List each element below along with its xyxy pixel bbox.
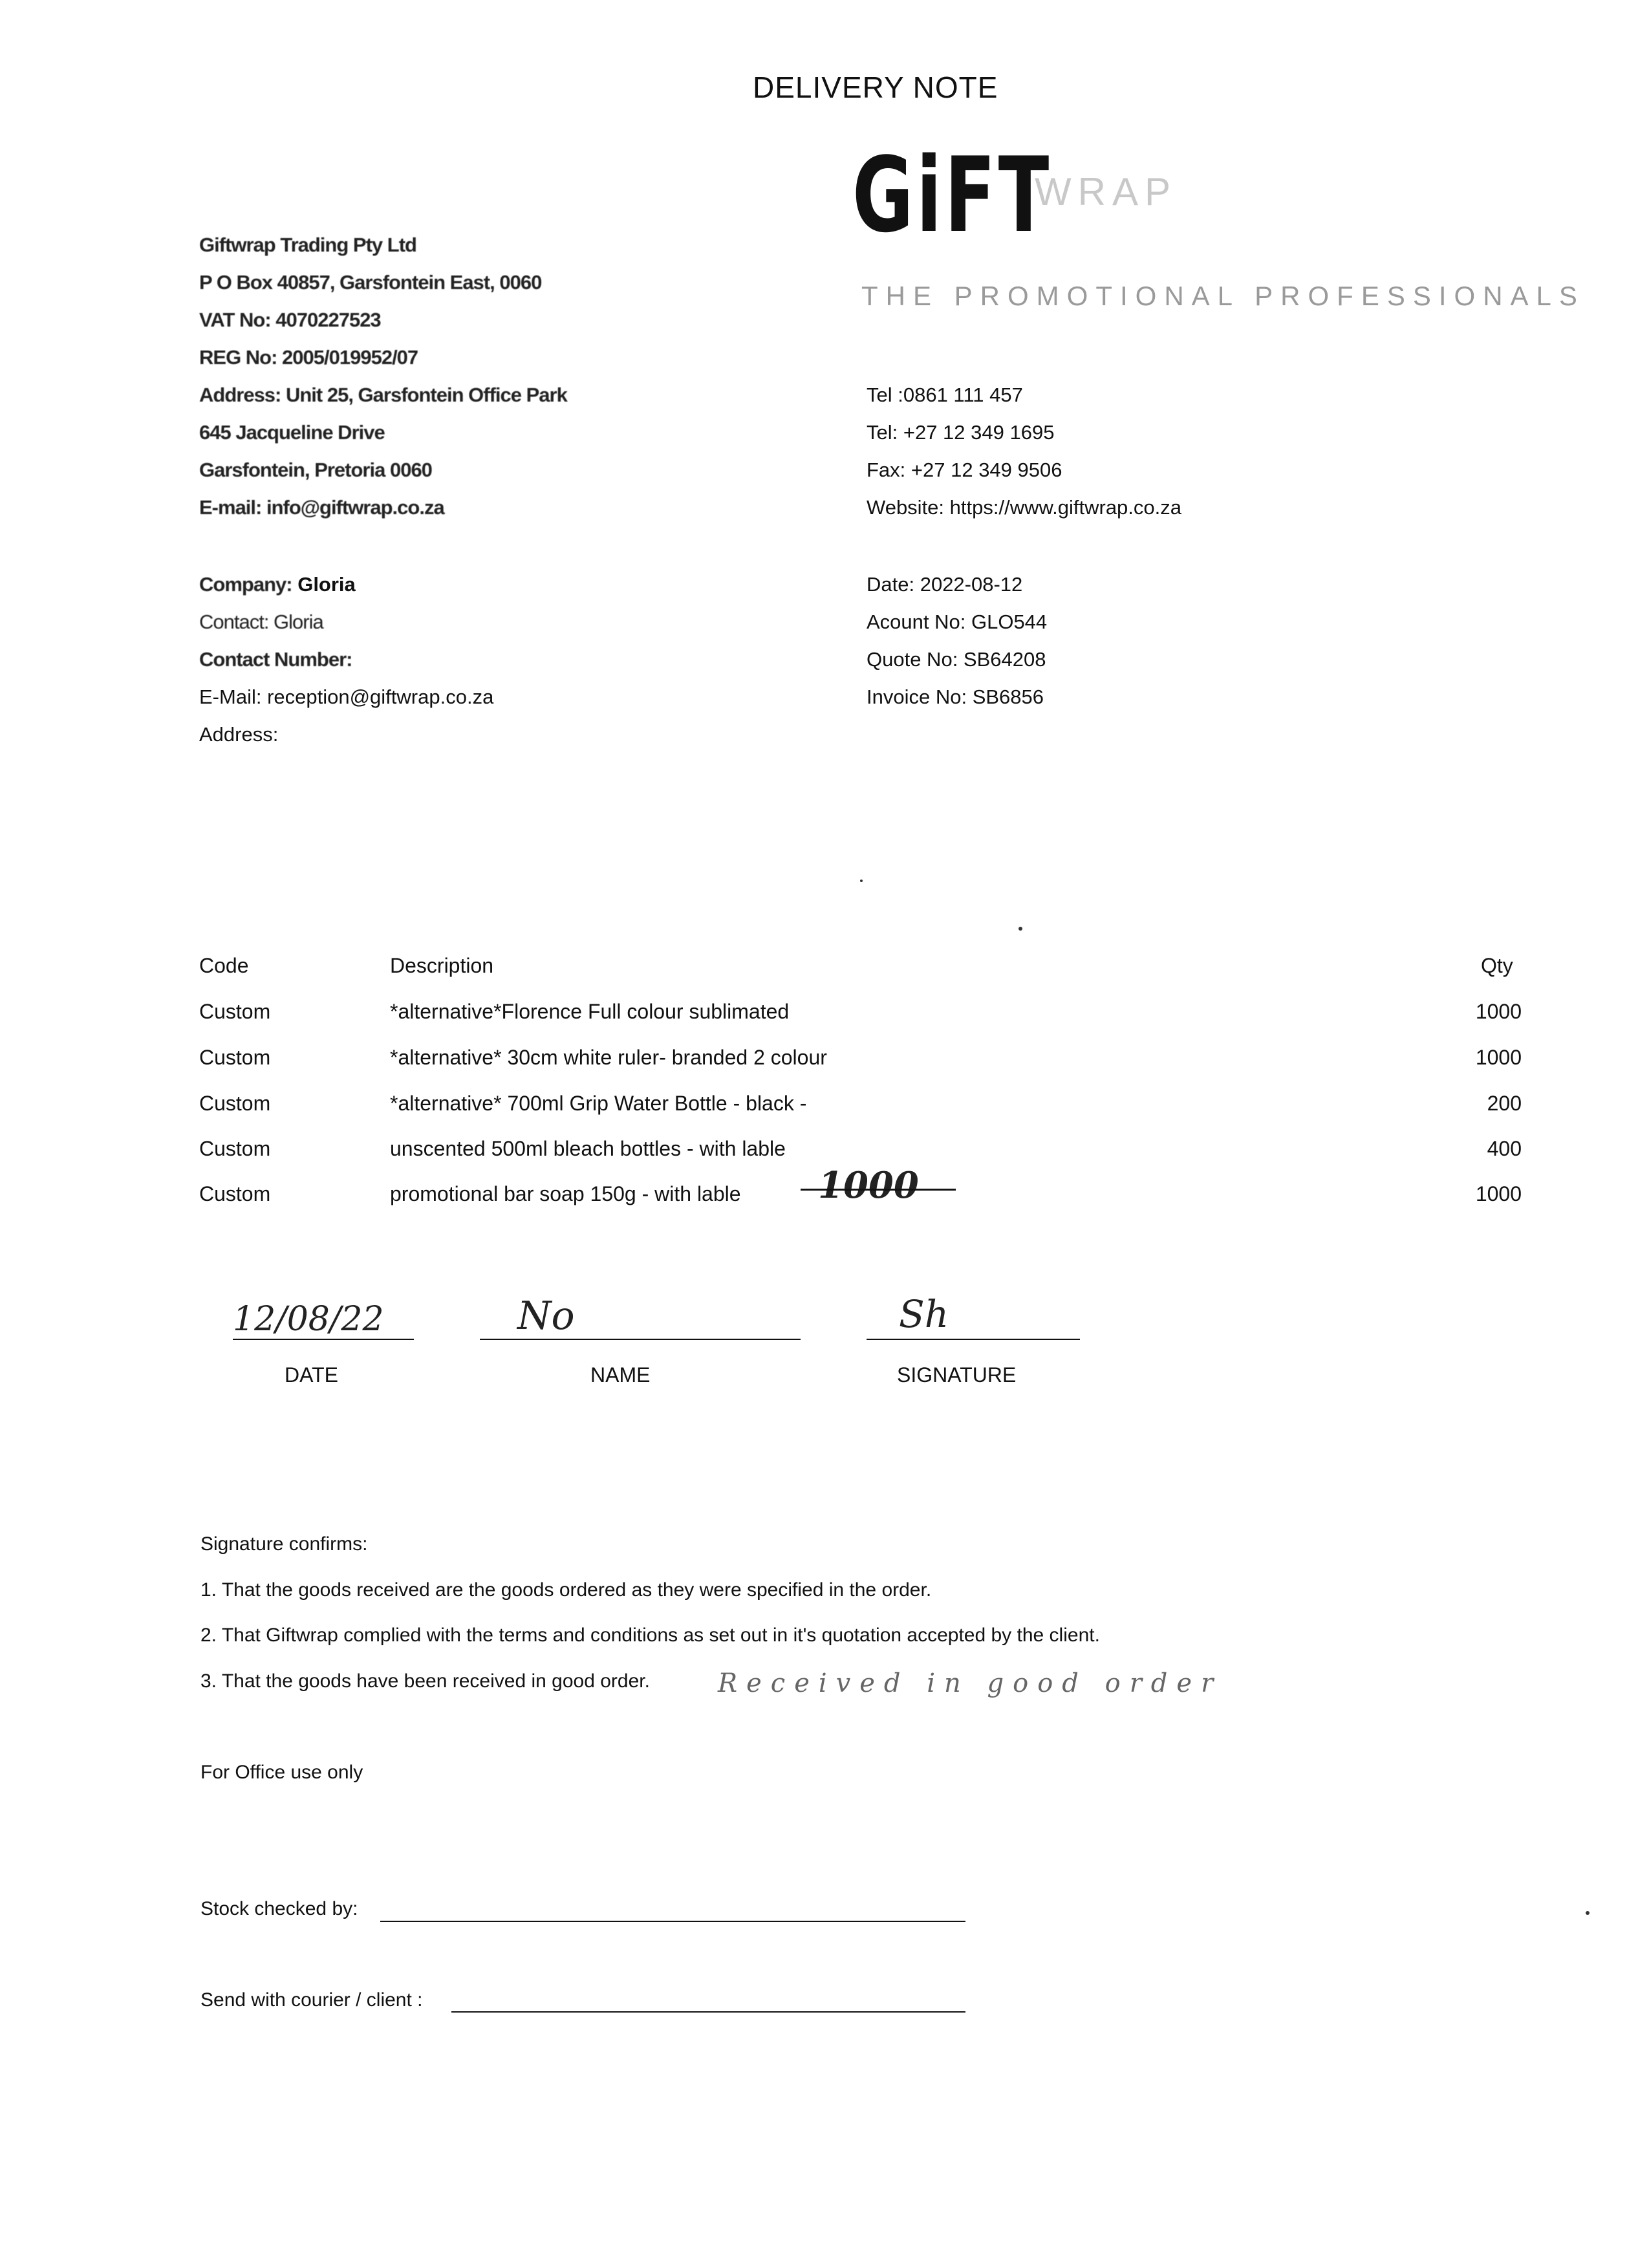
sender-line: VAT No: 4070227523 [199,308,381,331]
quote-number: Quote No: SB64208 [867,648,1046,671]
date-line [233,1339,414,1340]
column-header-code: Code [199,954,249,977]
item-code: Custom [199,1000,271,1023]
company-value: Gloria [297,573,356,596]
sender-line: 645 Jacqueline Drive [199,421,385,444]
telephone-1: Tel :0861 111 457 [867,383,1023,406]
telephone-2: Tel: +27 12 349 1695 [867,421,1055,444]
handwritten-date: 12/08/22 [233,1300,384,1339]
page-title: DELIVERY NOTE [753,70,998,104]
sender-line: P O Box 40857, Garsfontein East, 0060 [199,271,542,294]
item-description: *alternative*Florence Full colour sublimated [390,1000,790,1023]
item-description: promotional bar soap 150g - with lable [390,1182,741,1205]
invoice-number: Invoice No: SB6856 [867,686,1044,708]
sender-line: Garsfontein, Pretoria 0060 [199,459,432,481]
item-code: Custom [199,1182,271,1205]
confirmation-item: 2. That Giftwrap complied with the terms and conditions as set out in it's quotation accepted by the client. [200,1625,1100,1646]
item-qty: 1000 [1475,1046,1522,1069]
item-code: Custom [199,1137,271,1160]
client-contact: Contact: Gloria [199,610,323,633]
item-qty: 200 [1487,1092,1522,1115]
handwritten-signature: Sh [899,1292,949,1336]
item-description: *alternative* 30cm white ruler- branded 2 colour [390,1046,827,1069]
item-code: Custom [199,1092,271,1115]
document-meta [867,566,1047,716]
client-block [199,566,493,753]
scan-speck [1018,927,1022,931]
confirmations-heading: Signature confirms: [200,1533,368,1555]
logo-tagline: THE PROMOTIONAL PROFESSIONALS [861,281,1585,311]
logo-faded-text: WRAP [1035,170,1177,213]
sender-line: Address: Unit 25, Garsfontein Office Park [199,383,567,406]
client-email: E-Mail: reception@giftwrap.co.za [199,686,494,708]
account-number: Acount No: GLO544 [867,610,1048,633]
column-header-qty: Qty [1481,954,1513,977]
signature-line [867,1339,1080,1340]
strike-through-line [801,1189,956,1191]
handwritten-qty-note: 1000 [818,1164,919,1207]
send-with-field[interactable] [451,2011,965,2013]
signature-label: SIGNATURE [897,1363,1017,1387]
handwritten-name: No [517,1293,575,1339]
date-label: DATE [285,1363,338,1387]
sender-block [199,226,567,526]
scan-speck [1586,1911,1590,1915]
company-logo: GiFT [852,135,1052,255]
sender-line: REG No: 2005/019952/07 [199,346,418,369]
company-label: Company: [199,573,292,596]
item-description: *alternative* 700ml Grip Water Bottle - black - [390,1092,807,1115]
item-qty: 400 [1487,1137,1522,1160]
item-description: unscented 500ml bleach bottles - with lable [390,1137,786,1160]
item-qty: 1000 [1475,1182,1522,1205]
sender-line: Giftwrap Trading Pty Ltd [199,233,416,256]
contact-block [867,376,1181,526]
send-with-label: Send with courier / client : [200,1989,423,2011]
document-date: Date: 2022-08-12 [867,573,1023,596]
column-header-description: Description [390,954,494,977]
handwritten-confirmation-note: Received in good order [718,1669,1223,1698]
client-contact-number: Contact Number: [199,648,352,671]
client-address: Address: [199,723,279,746]
confirmation-item: 3. That the goods have been received in good order. [200,1670,650,1692]
item-qty: 1000 [1475,1000,1522,1023]
item-code: Custom [199,1046,271,1069]
stock-checked-label: Stock checked by: [200,1898,358,1919]
name-line [480,1339,801,1340]
scan-speck [860,880,863,882]
name-label: NAME [590,1363,651,1387]
office-use-heading: For Office use only [200,1762,363,1783]
website: Website: https://www.giftwrap.co.za [867,496,1182,519]
stock-checked-field[interactable] [380,1921,965,1922]
confirmation-item: 1. That the goods received are the goods ordered as they were specified in the order. [200,1579,932,1601]
sender-line: E-mail: info@giftwrap.co.za [199,496,444,519]
fax-number: Fax: +27 12 349 9506 [867,459,1062,481]
